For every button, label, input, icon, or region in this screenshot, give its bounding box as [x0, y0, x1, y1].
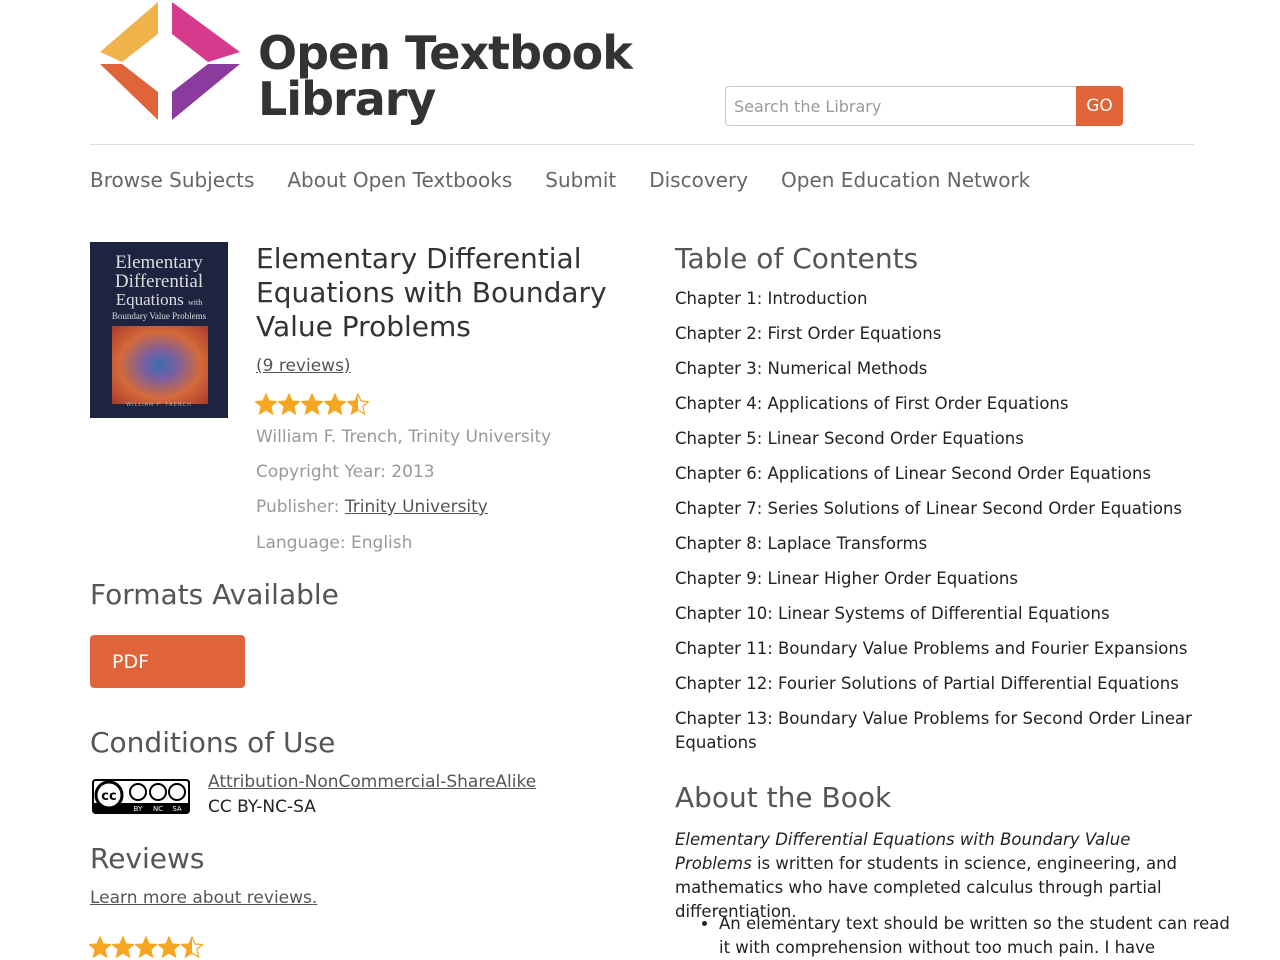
- cover-artwork: [112, 326, 208, 404]
- about-bullet-item: • An elementary text should be written so the student can read it with comprehension without too much pain. I have: [719, 912, 1239, 960]
- reviews-heading: Reviews: [90, 842, 205, 875]
- brand-name[interactable]: [258, 26, 632, 126]
- brand-name-line2: Library: [258, 72, 436, 126]
- main-nav: [90, 168, 1030, 192]
- book-authors: William F. Trench, Trinity University: [256, 427, 552, 447]
- license-link[interactable]: Attribution-NonCommercial-ShareAlike: [208, 772, 537, 792]
- cc-badge-cc: cc: [101, 789, 117, 804]
- toc-chapter-5[interactable]: Chapter 5: Linear Second Order Equations: [675, 429, 1024, 448]
- star-half-icon: [181, 936, 203, 958]
- star-full-icon: [301, 393, 323, 415]
- about-intro-title: Elementary Differential Equations with Boundary Value Problems: [675, 830, 1131, 873]
- pdf-download-button[interactable]: PDF: [90, 635, 245, 688]
- cc-license-badge-icon[interactable]: [92, 779, 190, 814]
- cover-title-4: Boundary Value Problems: [111, 311, 207, 321]
- cover-title-3: Equations with: [115, 290, 203, 309]
- cover-title-2: Differential: [114, 271, 204, 292]
- star-full-icon: [324, 393, 346, 415]
- toc-chapter-9[interactable]: Chapter 9: Linear Higher Order Equations: [675, 569, 1018, 588]
- nav-discovery[interactable]: Discovery: [649, 168, 749, 192]
- cover-title-1: Elementary: [115, 252, 203, 273]
- reviews-rating-stars: [89, 936, 203, 958]
- cc-badge-nc: NC: [152, 805, 164, 813]
- star-half-icon: [347, 393, 369, 415]
- cc-badge-by: BY: [133, 805, 143, 813]
- cover-author: WILLIAM F. TRENCH: [126, 402, 192, 408]
- publisher-link[interactable]: Trinity University: [344, 497, 488, 517]
- cc-badge-sa: SA: [172, 805, 182, 813]
- toc-chapter-12[interactable]: Chapter 12: Fourier Solutions of Partial Differential Equations: [675, 674, 1179, 693]
- header-divider: [90, 144, 1194, 145]
- book-publisher: [256, 497, 488, 517]
- toc-chapter-3[interactable]: Chapter 3: Numerical Methods: [675, 359, 928, 378]
- license-code: CC BY-NC-SA: [208, 797, 316, 817]
- toc-chapter-13[interactable]: Chapter 13: Boundary Value Problems for Second Order Linear Equations: [675, 709, 1192, 752]
- about-bullets: [675, 912, 1239, 960]
- library-logo-icon[interactable]: [100, 0, 242, 122]
- about-heading: About the Book: [675, 781, 892, 814]
- search-form: [725, 86, 1123, 126]
- toc-list: [675, 287, 1195, 766]
- toc-chapter-2[interactable]: Chapter 2: First Order Equations: [675, 324, 942, 343]
- search-go-button[interactable]: GO: [1076, 86, 1123, 126]
- about-intro-rest: is written for students in science, engineering, and mathematics who have completed calculus through partial differentiation.: [675, 854, 1178, 921]
- star-full-icon: [135, 936, 157, 958]
- book-copyright: Copyright Year: 2013: [256, 462, 435, 482]
- conditions-heading: Conditions of Use: [90, 726, 336, 759]
- nav-browse-subjects[interactable]: Browse Subjects: [90, 168, 255, 192]
- toc-chapter-6[interactable]: Chapter 6: Applications of Linear Second Order Equations: [675, 464, 1151, 483]
- book-cover[interactable]: [90, 242, 228, 418]
- book-language: Language: English: [256, 533, 413, 553]
- search-input[interactable]: [725, 86, 1076, 126]
- star-full-icon: [255, 393, 277, 415]
- publisher-label: Publisher:: [256, 497, 345, 517]
- toc-chapter-7[interactable]: Chapter 7: Series Solutions of Linear Second Order Equations: [675, 499, 1183, 518]
- nav-open-education-network[interactable]: Open Education Network: [781, 168, 1031, 192]
- toc-chapter-1[interactable]: Chapter 1: Introduction: [675, 289, 868, 308]
- star-full-icon: [158, 936, 180, 958]
- nav-submit[interactable]: Submit: [545, 168, 617, 192]
- about-intro: [675, 828, 1195, 924]
- formats-heading: Formats Available: [90, 578, 339, 611]
- star-full-icon: [89, 936, 111, 958]
- learn-more-reviews-link[interactable]: Learn more about reviews.: [90, 888, 318, 908]
- star-full-icon: [278, 393, 300, 415]
- brand-name-line1: Open Textbook: [258, 26, 632, 80]
- toc-chapter-8[interactable]: Chapter 8: Laplace Transforms: [675, 534, 928, 553]
- nav-about-open-textbooks[interactable]: About Open Textbooks: [287, 168, 513, 192]
- book-rating-stars: [255, 393, 369, 415]
- toc-chapter-4[interactable]: Chapter 4: Applications of First Order Equations: [675, 394, 1069, 413]
- toc-chapter-11[interactable]: Chapter 11: Boundary Value Problems and Fourier Expansions: [675, 639, 1188, 658]
- book-title: Elementary Differential Equations with Boundary Value Problems: [256, 242, 607, 343]
- toc-chapter-10[interactable]: Chapter 10: Linear Systems of Differential Equations: [675, 604, 1110, 623]
- star-full-icon: [112, 936, 134, 958]
- toc-heading: Table of Contents: [675, 242, 919, 275]
- reviews-count-link[interactable]: (9 reviews): [256, 356, 351, 376]
